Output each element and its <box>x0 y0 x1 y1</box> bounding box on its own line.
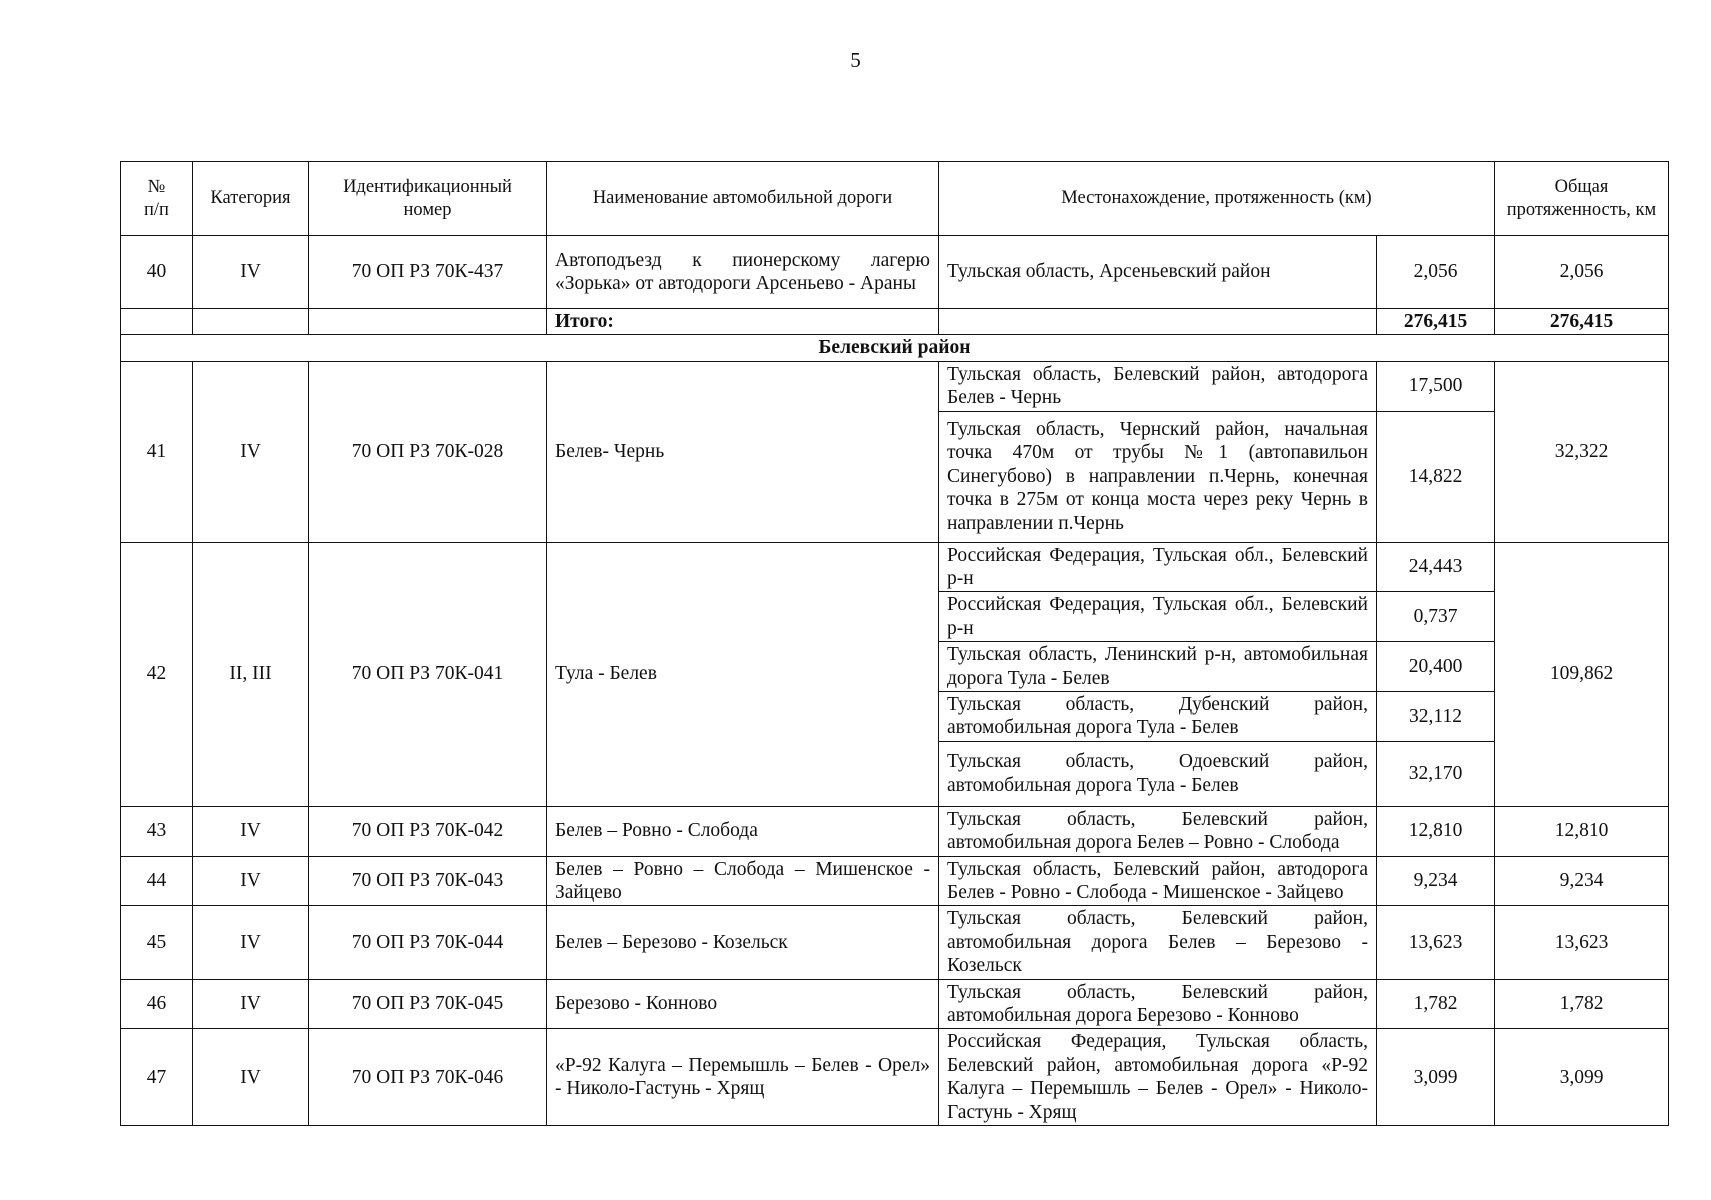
row-location: Тульская область, Белевский район, автомобильная дорога Белев – Ровно - Слобода <box>939 806 1377 856</box>
row-total: 1,782 <box>1495 979 1669 1029</box>
empty-cell <box>309 309 547 335</box>
row-name: «Р-92 Калуга – Перемышль – Белев - Орел» - Николо-Гастунь - Хрящ <box>547 1029 939 1126</box>
page-number: 5 <box>850 48 861 72</box>
header-name: Наименование автомобильной дороги <box>547 162 939 236</box>
subtotal-total: 276,415 <box>1495 309 1669 335</box>
row-id: 70 ОП РЗ 70К-043 <box>309 856 547 906</box>
table-row <box>121 856 1669 906</box>
segment-location: Российская Федерация, Тульская обл., Белевский р-н <box>939 592 1377 642</box>
row-id: 70 ОП РЗ 70К-044 <box>309 906 547 979</box>
row-num: 41 <box>121 361 193 542</box>
header-location: Местонахождение, протяженность (км) <box>939 162 1495 236</box>
row-num: 45 <box>121 906 193 979</box>
row-name: Белев – Ровно - Слобода <box>547 806 939 856</box>
row-total: 13,623 <box>1495 906 1669 979</box>
row-location: Тульская область, Белевский район, автомобильная дорога Березово - Конново <box>939 979 1377 1029</box>
row-location: Российская Федерация, Тульская область, Белевский район, автомобильная дорога «Р-92 Калуга – Перемышль – Белев - Орел» - Николо-Гастунь - Хрящ <box>939 1029 1377 1126</box>
segment-length: 24,443 <box>1377 542 1495 592</box>
row-num: 46 <box>121 979 193 1029</box>
row-category: IV <box>193 856 309 906</box>
segment-location: Российская Федерация, Тульская обл., Белевский р-н <box>939 542 1377 592</box>
segment-location: Тульская область, Ленинский р-н, автомобильная дорога Тула - Белев <box>939 642 1377 692</box>
segment-location: Тульская область, Чернский район, начальная точка 470м от трубы №1 (автопавильон Синегубово) в направлении п.Чернь, конечная точка в 275м от конца моста через реку Чернь в направлении п.Чернь <box>939 411 1377 542</box>
segment-length: 20,400 <box>1377 642 1495 692</box>
header-num: № п/п <box>121 162 193 236</box>
row-category: II, III <box>193 542 309 806</box>
subtotal-length: 276,415 <box>1377 309 1495 335</box>
row-num: 43 <box>121 806 193 856</box>
roads-table <box>120 161 1669 1126</box>
section-row <box>121 335 1669 361</box>
segment-length: 14,822 <box>1377 411 1495 542</box>
row-id: 70 ОП РЗ 70К-045 <box>309 979 547 1029</box>
table-row <box>121 361 1669 411</box>
empty-cell <box>121 309 193 335</box>
row-total: 32,322 <box>1495 361 1669 542</box>
subtotal-label: Итого: <box>547 309 939 335</box>
row-length: 3,099 <box>1377 1029 1495 1126</box>
row-category: IV <box>193 979 309 1029</box>
row-name: Автоподъезд к пионерскому лагерю «Зорька» от автодороги Арсеньево - Араны <box>547 236 939 309</box>
table-header-row <box>121 162 1669 236</box>
segment-location: Тульская область, Одоевский район, автомобильная дорога Тула - Белев <box>939 741 1377 806</box>
row-total: 9,234 <box>1495 856 1669 906</box>
segment-length: 17,500 <box>1377 361 1495 411</box>
row-id: 70 ОП РЗ 70К-042 <box>309 806 547 856</box>
row-length: 13,623 <box>1377 906 1495 979</box>
row-name: Тула - Белев <box>547 542 939 806</box>
row-length: 2,056 <box>1377 236 1495 309</box>
row-id: 70 ОП РЗ 70К-046 <box>309 1029 547 1126</box>
row-name: Березово - Конново <box>547 979 939 1029</box>
row-num: 44 <box>121 856 193 906</box>
table-row <box>121 542 1669 592</box>
table-row <box>121 979 1669 1029</box>
row-id: 70 ОП РЗ 70К-437 <box>309 236 547 309</box>
table-row <box>121 906 1669 979</box>
empty-cell <box>193 309 309 335</box>
row-name: Белев – Ровно – Слобода – Мишенское - Зайцево <box>547 856 939 906</box>
row-location: Тульская область, Арсеньевский район <box>939 236 1377 309</box>
row-id: 70 ОП РЗ 70К-028 <box>309 361 547 542</box>
row-category: IV <box>193 906 309 979</box>
subtotal-row <box>121 309 1669 335</box>
row-num: 47 <box>121 1029 193 1126</box>
header-id: Идентификационный номер <box>309 162 547 236</box>
segment-length: 32,112 <box>1377 691 1495 741</box>
row-total: 3,099 <box>1495 1029 1669 1126</box>
segment-length: 32,170 <box>1377 741 1495 806</box>
section-title: Белевский район <box>121 335 1669 361</box>
empty-cell <box>939 309 1377 335</box>
row-length: 9,234 <box>1377 856 1495 906</box>
row-total: 12,810 <box>1495 806 1669 856</box>
row-name: Белев- Чернь <box>547 361 939 542</box>
row-length: 1,782 <box>1377 979 1495 1029</box>
row-length: 12,810 <box>1377 806 1495 856</box>
row-category: IV <box>193 806 309 856</box>
header-category: Категория <box>193 162 309 236</box>
row-num: 40 <box>121 236 193 309</box>
row-id: 70 ОП РЗ 70К-041 <box>309 542 547 806</box>
segment-location: Тульская область, Белевский район, автодорога Белев - Чернь <box>939 361 1377 411</box>
row-num: 42 <box>121 542 193 806</box>
row-category: IV <box>193 361 309 542</box>
row-category: IV <box>193 1029 309 1126</box>
table-row <box>121 236 1669 309</box>
row-name: Белев – Березово - Козельск <box>547 906 939 979</box>
row-location: Тульская область, Белевский район, автодорога Белев - Ровно - Слобода - Мишенское - Зайцево <box>939 856 1377 906</box>
table-row <box>121 1029 1669 1126</box>
row-category: IV <box>193 236 309 309</box>
row-total: 109,862 <box>1495 542 1669 806</box>
segment-location: Тульская область, Дубенский район, автомобильная дорога Тула - Белев <box>939 691 1377 741</box>
header-total: Общая протяженность, км <box>1495 162 1669 236</box>
table-row <box>121 806 1669 856</box>
row-total: 2,056 <box>1495 236 1669 309</box>
segment-length: 0,737 <box>1377 592 1495 642</box>
row-location: Тульская область, Белевский район, автомобильная дорога Белев – Березово - Козельск <box>939 906 1377 979</box>
